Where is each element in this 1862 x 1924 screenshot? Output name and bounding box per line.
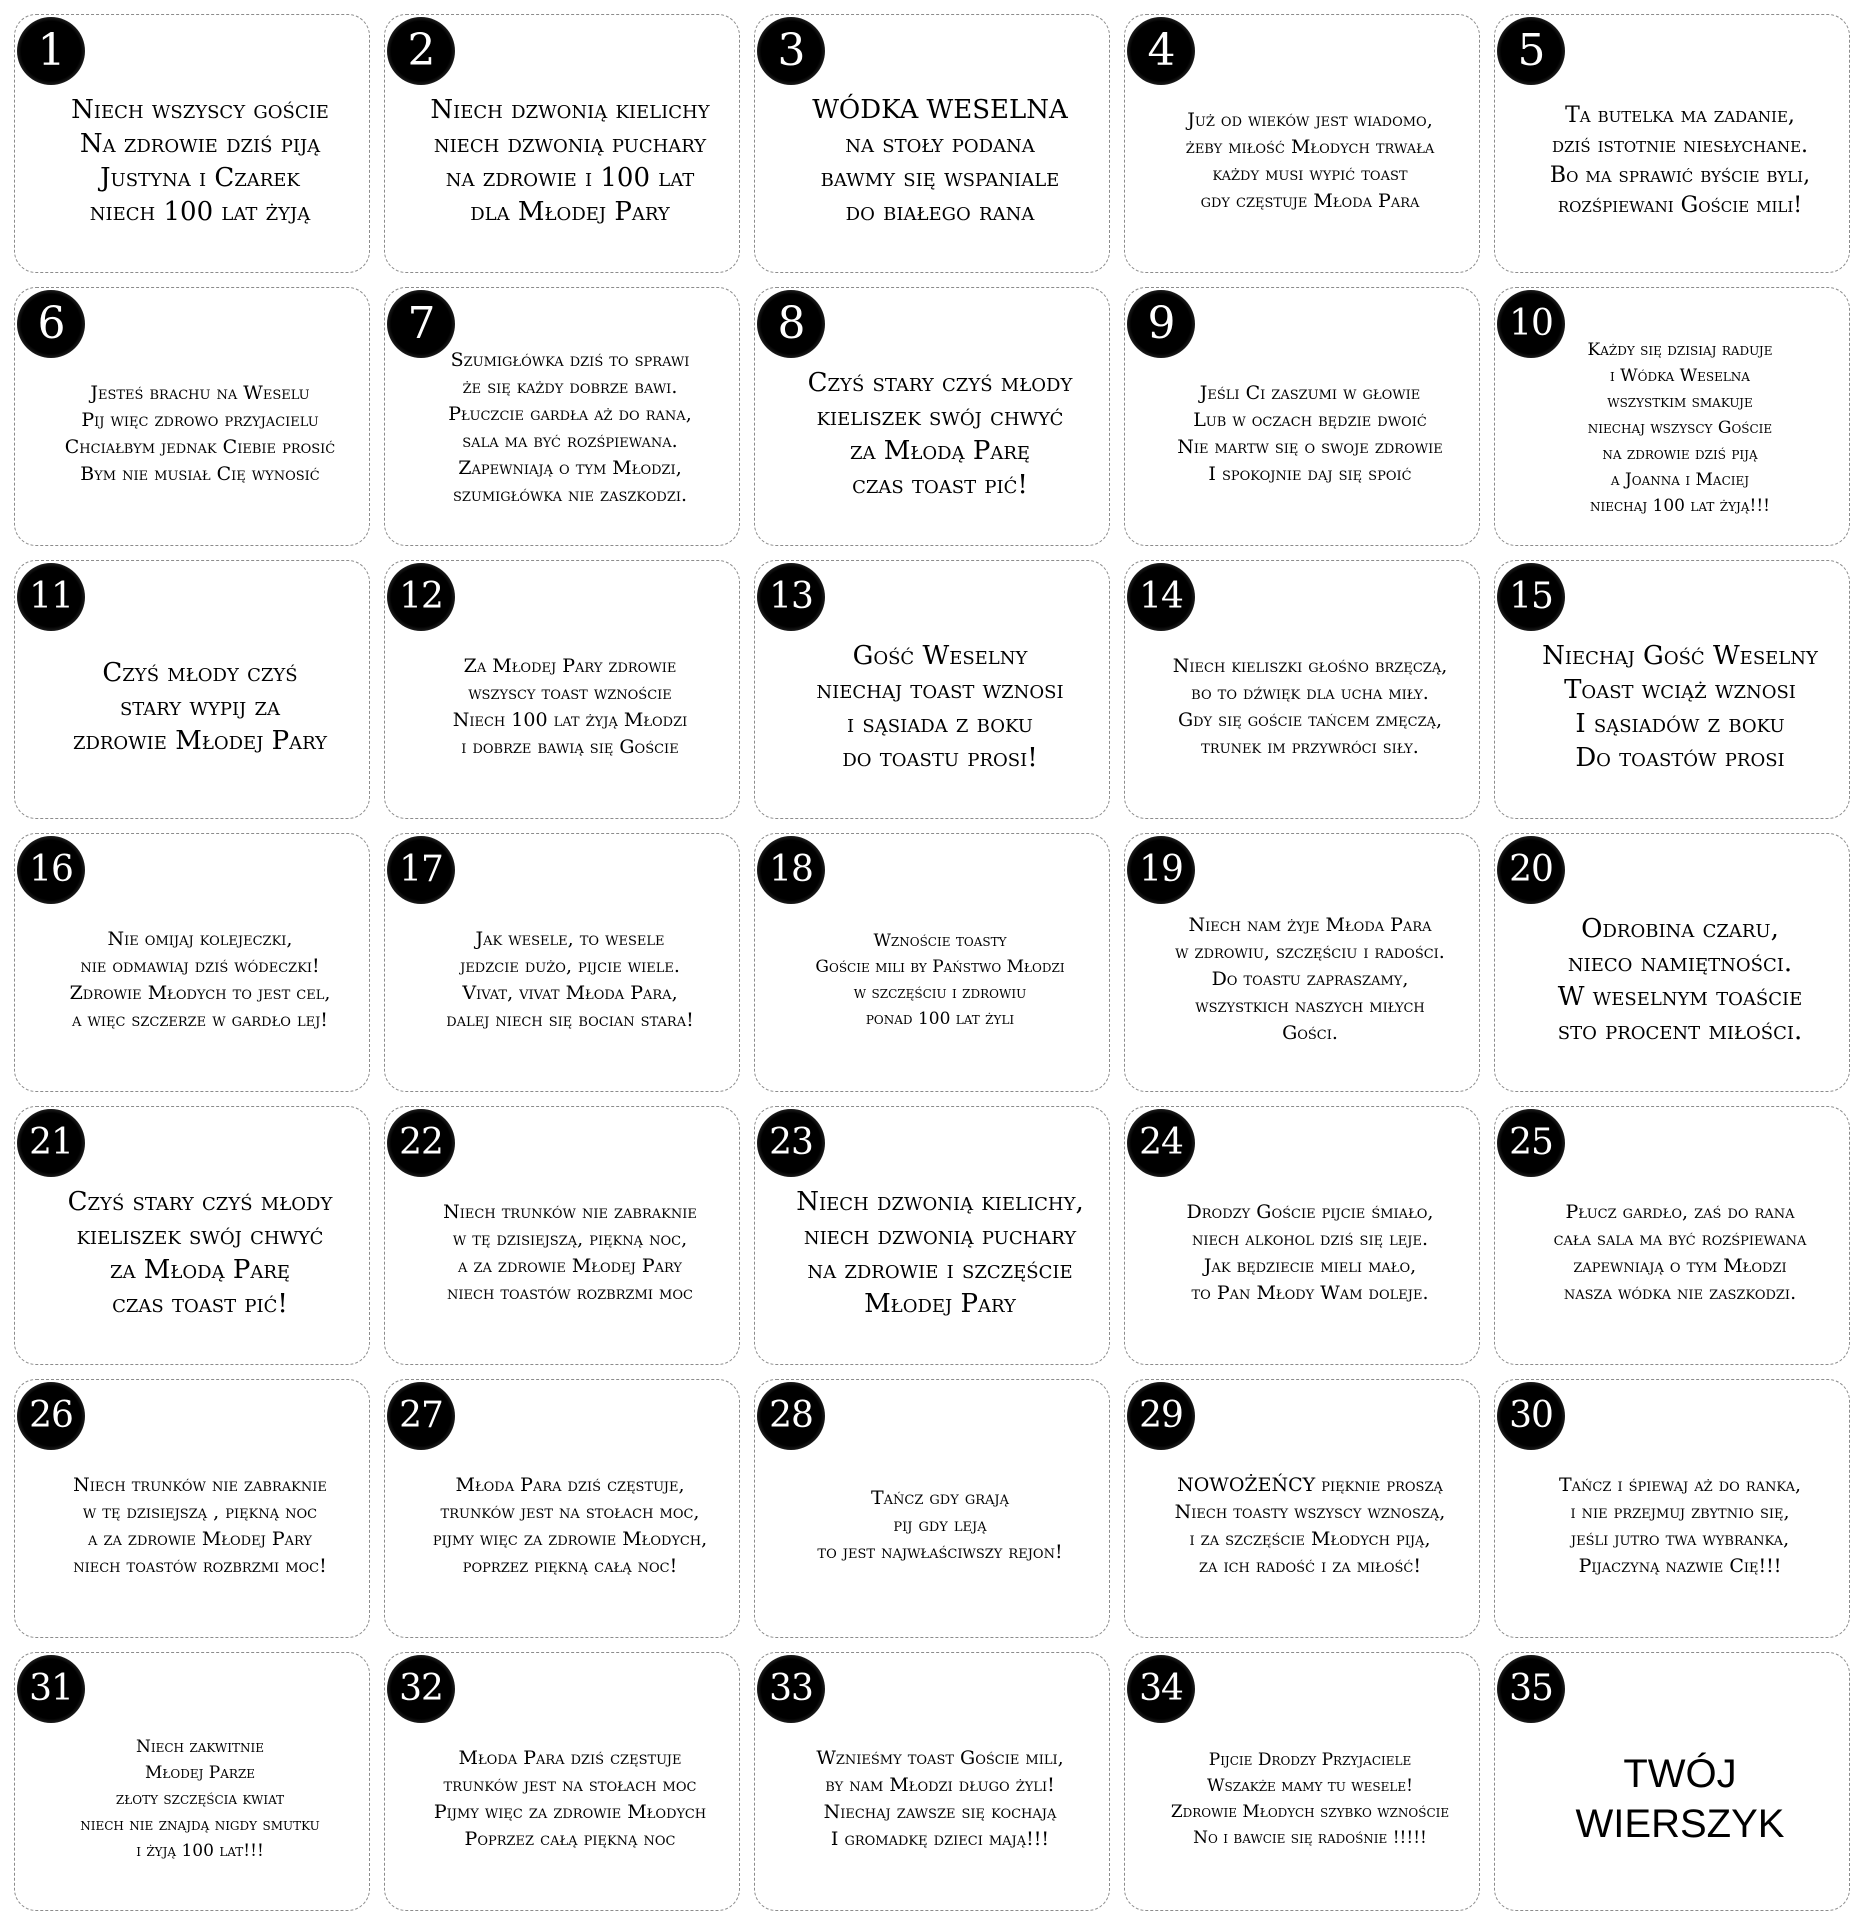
card-verse: [45, 886, 355, 1073]
verse-line: że się każdy dobrze bawi.: [462, 375, 678, 398]
verse-line: Niech wszyscy goście: [71, 94, 329, 125]
card-verse: [785, 1159, 1095, 1346]
verse-line: by nam Młodzi długo żyli!: [825, 1773, 1055, 1796]
card-number-badge: 12: [387, 563, 455, 631]
verse-line: za Młodą Parę: [849, 435, 1031, 466]
card-verse: [1525, 1705, 1835, 1892]
verse-line: niechaj toast wznosi: [816, 674, 1064, 705]
verse-line: dziś istotnie niesłychane.: [1551, 132, 1809, 158]
verse-line: i Wódka Weselna: [1610, 365, 1750, 386]
toast-card: [1124, 1652, 1480, 1911]
card-number-badge: 34: [1127, 1655, 1195, 1723]
toast-label-grid: [14, 14, 1850, 1910]
card-number-badge: 28: [757, 1382, 825, 1450]
toast-card: [384, 560, 740, 819]
verse-line: Czyś stary czyś młody: [807, 367, 1073, 398]
verse-line: zapewniają o tym Młodzi: [1573, 1254, 1787, 1277]
card-number-badge: 18: [757, 836, 825, 904]
verse-line: Toast wciąż wznosi: [1564, 674, 1796, 705]
verse-line: stary wypij za: [119, 691, 281, 722]
verse-line: wszystkim smakuje: [1607, 391, 1753, 412]
card-number-badge: 16: [17, 836, 85, 904]
verse-line: Szumigłówka dziś to sprawi: [450, 348, 690, 371]
card-verse: [1155, 1432, 1465, 1619]
verse-line: Zdrowie Młodych to jest cel,: [69, 981, 331, 1004]
card-number-badge: 20: [1497, 836, 1565, 904]
verse-line: Za Młodej Pary zdrowie: [463, 654, 677, 677]
verse-line: pijmy więc za zdrowie Młodych,: [432, 1527, 708, 1550]
verse-line: to jest najwłaściwszy rejon!: [817, 1541, 1063, 1563]
card-number-badge: 32: [387, 1655, 455, 1723]
toast-card: [14, 14, 370, 273]
verse-line: Chciałbym jednak Ciebie prosić: [64, 435, 336, 458]
verse-line: do toastu prosi!: [842, 742, 1038, 773]
verse-line: każdy musi wypić toast: [1212, 162, 1408, 185]
toast-card: [384, 1106, 740, 1365]
verse-line: WIERSZYK: [1575, 1801, 1785, 1846]
verse-line: czas toast pić!: [852, 469, 1028, 500]
card-verse: [45, 613, 355, 800]
verse-line: W weselnym toaście: [1557, 981, 1803, 1012]
verse-line: wszyscy toast wznoście: [468, 681, 672, 704]
verse-line: Nie omijaj kolejeczki,: [107, 927, 293, 950]
card-verse: [415, 328, 725, 527]
card-number-badge: 15: [1497, 563, 1565, 631]
verse-line: Pijcie Drodzy Przyjaciele: [1208, 1749, 1412, 1770]
verse-line: Płuczcie gardła aż do rana,: [448, 402, 692, 425]
verse-line: zdrowie Młodej Pary: [72, 725, 328, 756]
verse-line: Vivat, vivat Młoda Para,: [462, 981, 678, 1004]
card-number-badge: 17: [387, 836, 455, 904]
card-number-badge: 8: [757, 290, 825, 358]
verse-line: żeby miłość Młodych trwała: [1185, 135, 1435, 158]
card-verse: [1155, 1159, 1465, 1346]
card-number-badge: 33: [757, 1655, 825, 1723]
card-verse: [785, 613, 1095, 800]
toast-card: [14, 287, 370, 546]
card-number-badge: 22: [387, 1109, 455, 1177]
verse-line: niech toastów rozbrzmi moc!: [73, 1554, 327, 1577]
verse-line: No i bawcie się radośnie !!!!!: [1193, 1827, 1427, 1848]
verse-line: niech alkohol dziś się leje.: [1191, 1227, 1428, 1250]
verse-line: i za szczęście Młodych piją,: [1189, 1527, 1431, 1550]
verse-line: Niechaj zawsze się kochają: [823, 1800, 1057, 1823]
verse-line: w tę dzisiejszą, piękną noc,: [452, 1227, 688, 1250]
card-verse: [415, 1705, 725, 1892]
card-verse: [785, 1432, 1095, 1619]
verse-line: Czyś stary czyś młody: [67, 1186, 333, 1217]
verse-line: Jesteś brachu na Weselu: [90, 381, 310, 404]
toast-card: [1124, 560, 1480, 819]
toast-card: [14, 1106, 370, 1365]
verse-line: na zdrowie i szczęście: [807, 1254, 1073, 1285]
verse-line: Do toastu zapraszamy,: [1211, 968, 1409, 990]
card-verse: [1155, 67, 1465, 254]
toast-card: [14, 833, 370, 1092]
verse-line: niech toastów rozbrzmi moc: [447, 1281, 693, 1304]
verse-line: wszystkich naszych miłych: [1195, 995, 1425, 1017]
verse-line: Do toastów prosi: [1575, 742, 1785, 773]
card-verse: [1155, 613, 1465, 800]
card-verse: [415, 886, 725, 1073]
verse-line: Gość Weselny: [852, 640, 1028, 671]
toast-card: [754, 1379, 1110, 1638]
verse-line: Niechaj Gość Weselny: [1542, 640, 1818, 671]
verse-line: Goście mili by Państwo Młodzi: [815, 956, 1065, 977]
card-verse: [1525, 886, 1835, 1073]
verse-line: szumigłówka nie zaszkodzi.: [452, 483, 688, 506]
verse-line: Odrobina czaru,: [1581, 913, 1779, 944]
verse-line: jeśli jutro twa wybranka,: [1570, 1527, 1790, 1550]
verse-line: Wznoście toasty: [873, 930, 1007, 951]
verse-line: TWÓJ: [1623, 1751, 1737, 1796]
verse-line: Bym nie musiał Cię wynosić: [80, 462, 320, 485]
verse-line: Każdy się dzisiaj raduje: [1587, 339, 1773, 360]
card-verse: [45, 1432, 355, 1619]
card-verse: [785, 886, 1095, 1073]
verse-line: Niech toasty wszyscy wznoszą,: [1174, 1500, 1446, 1523]
card-verse: [1525, 328, 1835, 527]
verse-line: Niech nam żyje Młoda Para: [1188, 914, 1432, 936]
card-number-badge: 3: [757, 17, 825, 85]
verse-line: Lub w oczach będzie dwoić: [1193, 408, 1427, 431]
verse-line: Niech kieliszki głośno brzęczą,: [1172, 654, 1448, 677]
verse-line: ponad 100 lat żyli: [865, 1008, 1015, 1029]
verse-line: NOWOŻEŃCY pięknie proszą: [1177, 1473, 1443, 1496]
card-number-badge: 35: [1497, 1655, 1565, 1723]
toast-card: [1124, 14, 1480, 273]
card-number-badge: 19: [1127, 836, 1195, 904]
verse-line: sto procent miłości.: [1557, 1015, 1803, 1046]
card-verse: [45, 340, 355, 527]
toast-card: [1124, 833, 1480, 1092]
verse-line: Niech zakwitnie: [135, 1736, 265, 1757]
card-number-badge: 13: [757, 563, 825, 631]
card-number-badge: 7: [387, 290, 455, 358]
verse-line: niechaj wszyscy Goście: [1587, 417, 1773, 438]
toast-card: [1494, 1379, 1850, 1638]
verse-line: na stoły podana: [845, 128, 1035, 159]
verse-line: Czyś młody czyś: [102, 657, 298, 688]
verse-line: za Młodą Parę: [109, 1254, 291, 1285]
toast-card: [384, 833, 740, 1092]
verse-line: Nie martw się o swoje zdrowie: [1177, 435, 1443, 458]
card-number-badge: 10: [1497, 290, 1565, 358]
card-number-badge: 27: [387, 1382, 455, 1450]
verse-line: sala ma być rozśpiewana.: [462, 429, 678, 452]
verse-line: kieliszek swój chwyć: [816, 401, 1064, 432]
verse-line: Pijaczyną nazwie Cię!!!: [1578, 1554, 1782, 1577]
card-number-badge: 30: [1497, 1382, 1565, 1450]
verse-line: a Joanna i Maciej: [1610, 469, 1750, 490]
verse-line: złoty szczęścia kwiat: [115, 1788, 285, 1809]
verse-line: na zdrowie dziś piją: [1602, 443, 1758, 464]
verse-line: trunków jest na stołach moc,: [440, 1500, 700, 1523]
card-verse: [415, 1432, 725, 1619]
toast-card: [384, 1379, 740, 1638]
verse-line: Pijmy więc za zdrowie Młodych: [433, 1800, 707, 1823]
verse-line: a więc szczerze w gardło lej!: [72, 1008, 328, 1031]
card-number-badge: 26: [17, 1382, 85, 1450]
card-number-badge: 23: [757, 1109, 825, 1177]
verse-line: trunków jest na stołach moc: [443, 1773, 697, 1796]
card-verse: [45, 67, 355, 254]
verse-line: cała sala ma być rozśpiewana: [1553, 1227, 1807, 1250]
toast-card: [1494, 1652, 1850, 1911]
toast-card: [1494, 833, 1850, 1092]
verse-line: Niech dzwonią kielichy,: [796, 1186, 1084, 1217]
card-verse: [415, 613, 725, 800]
card-verse: [785, 1705, 1095, 1892]
card-number-badge: 14: [1127, 563, 1195, 631]
card-verse: [45, 1159, 355, 1346]
card-number-badge: 2: [387, 17, 455, 85]
toast-card: [754, 1106, 1110, 1365]
verse-line: Jak wesele, to wesele: [475, 927, 665, 950]
verse-line: a za zdrowie Młodej Pary: [88, 1527, 312, 1550]
verse-line: w szczęściu i zdrowiu: [853, 982, 1027, 1003]
verse-line: Poprzez całą piękną noc: [464, 1827, 676, 1850]
verse-line: Płucz gardło, zaś do rana: [1565, 1200, 1795, 1223]
toast-card: [384, 14, 740, 273]
verse-line: nie odmawiaj dziś wódeczki!: [80, 954, 320, 977]
verse-line: Justyna i Czarek: [100, 162, 300, 193]
card-number-badge: 11: [17, 563, 85, 631]
verse-line: WÓDKA WESELNA: [812, 94, 1068, 125]
verse-line: Zdrowie Młodych szybko wznoście: [1170, 1801, 1450, 1822]
verse-line: Bo ma sprawić byście byli,: [1549, 162, 1811, 188]
verse-line: I spokojnie daj się spoić: [1208, 462, 1412, 485]
verse-line: Wszakże mamy tu wesele!: [1207, 1775, 1413, 1796]
verse-line: dla Młodej Pary: [470, 196, 670, 227]
toast-card: [14, 560, 370, 819]
verse-line: Zapewniają o tym Młodzi,: [458, 456, 682, 479]
toast-card: [384, 1652, 740, 1911]
verse-line: czas toast pić!: [112, 1288, 288, 1319]
verse-line: bo to dźwięk dla ucha miły.: [1191, 681, 1429, 704]
verse-line: I sąsiadów z boku: [1575, 708, 1785, 739]
card-number-badge: 6: [17, 290, 85, 358]
verse-line: Niech trunków nie zabraknie: [443, 1200, 697, 1223]
toast-card: [1494, 1106, 1850, 1365]
card-verse: [785, 67, 1095, 254]
card-number-badge: 1: [17, 17, 85, 85]
card-verse: [1525, 1159, 1835, 1346]
toast-card: [1124, 1379, 1480, 1638]
verse-line: Niech dzwonią kielichy: [430, 94, 710, 125]
verse-line: w zdrowiu, szczęściu i radości.: [1175, 941, 1445, 963]
verse-line: Wznieśmy toast Goście mili,: [816, 1746, 1064, 1769]
toast-card: [14, 1652, 370, 1911]
verse-line: poprzez piękną całą noc!: [462, 1554, 678, 1577]
verse-line: Jeśli Ci zaszumi w głowie: [1199, 381, 1421, 404]
verse-line: trunek im przywróci siły.: [1201, 735, 1419, 758]
toast-card: [1494, 14, 1850, 273]
verse-line: Jak będziecie mieli mało,: [1203, 1254, 1417, 1277]
card-number-badge: 4: [1127, 17, 1195, 85]
verse-line: niech dzwonią puchary: [803, 1220, 1077, 1251]
verse-line: Niech trunków nie zabraknie: [73, 1473, 327, 1496]
card-verse: [1155, 886, 1465, 1073]
verse-line: Młodej Parze: [144, 1762, 256, 1783]
verse-line: gdy częstuje Młoda Para: [1200, 189, 1420, 212]
verse-line: i dobrze bawią się Goście: [461, 735, 679, 758]
card-number-badge: 9: [1127, 290, 1195, 358]
card-number-badge: 25: [1497, 1109, 1565, 1177]
verse-line: Młoda Para dziś częstuje: [458, 1746, 682, 1769]
verse-line: Drodzy Goście pijcie śmiało,: [1186, 1200, 1434, 1223]
toast-card: [14, 1379, 370, 1638]
card-verse: [1525, 1432, 1835, 1619]
verse-line: Młoda Para dziś częstuje,: [455, 1473, 685, 1496]
verse-line: niech nie znajdą nigdy smutku: [80, 1814, 320, 1835]
card-verse: [1155, 340, 1465, 527]
verse-line: i nie przejmuj zbytnio się,: [1570, 1500, 1790, 1523]
card-number-badge: 31: [17, 1655, 85, 1723]
toast-card: [1124, 287, 1480, 546]
toast-card: [754, 287, 1110, 546]
card-verse: [785, 340, 1095, 527]
verse-line: Niech 100 lat żyją Młodzi: [452, 708, 688, 731]
verse-line: pij gdy leją: [893, 1514, 987, 1536]
verse-line: Młodej Pary: [864, 1288, 1016, 1319]
verse-line: i sąsiada z boku: [847, 708, 1033, 739]
card-verse: [1525, 613, 1835, 800]
toast-card: [754, 1652, 1110, 1911]
verse-line: za ich radość i za miłość!: [1199, 1554, 1421, 1577]
verse-line: kieliszek swój chwyć: [76, 1220, 324, 1251]
card-verse: [1155, 1705, 1465, 1892]
card-number-badge: 21: [17, 1109, 85, 1177]
verse-line: jedzcie dużo, pijcie wiele.: [460, 954, 680, 977]
verse-line: dalej niech się bocian stara!: [446, 1008, 694, 1031]
card-verse: [1525, 67, 1835, 254]
verse-line: niech 100 lat żyją: [89, 196, 311, 227]
verse-line: niech dzwonią puchary: [433, 128, 707, 159]
card-verse: [45, 1705, 355, 1892]
verse-line: rozśpiewani Goście mili!: [1557, 192, 1803, 218]
verse-line: Gdy się goście tańcem zmęczą,: [1177, 708, 1443, 731]
toast-card: [1124, 1106, 1480, 1365]
verse-line: Tańcz gdy grają: [870, 1487, 1010, 1509]
verse-line: na zdrowie i 100 lat: [445, 162, 695, 193]
verse-line: do białego rana: [845, 196, 1035, 227]
card-number-badge: 5: [1497, 17, 1565, 85]
verse-line: niechaj 100 lat żyją!!!: [1590, 495, 1770, 516]
verse-line: nieco namiętności.: [1567, 947, 1793, 978]
verse-line: a za zdrowie Młodej Pary: [458, 1254, 682, 1277]
toast-card: [1494, 560, 1850, 819]
verse-line: to Pan Młody Wam doleje.: [1191, 1281, 1429, 1304]
toast-card: [384, 287, 740, 546]
verse-line: Już od wieków jest wiadomo,: [1187, 108, 1433, 131]
card-number-badge: 24: [1127, 1109, 1195, 1177]
toast-card: [754, 560, 1110, 819]
toast-card: [754, 14, 1110, 273]
card-verse: [415, 67, 725, 254]
card-number-badge: 29: [1127, 1382, 1195, 1450]
verse-line: Ta butelka ma zadanie,: [1565, 102, 1795, 128]
verse-line: bawmy się wspaniale: [820, 162, 1060, 193]
toast-card: [754, 833, 1110, 1092]
verse-line: Tańcz i śpiewaj aż do ranka,: [1558, 1473, 1801, 1496]
verse-line: Na zdrowie dziś piją: [79, 128, 321, 159]
toast-card: [1494, 287, 1850, 546]
verse-line: I gromadkę dzieci mają!!!: [830, 1827, 1050, 1850]
verse-line: i żyją 100 lat!!!: [136, 1840, 264, 1861]
verse-line: Gości.: [1282, 1022, 1338, 1044]
verse-line: nasza wódka nie zaszkodzi.: [1563, 1281, 1797, 1304]
verse-line: Pij więc zdrowo przyjacielu: [81, 408, 319, 431]
card-verse: [415, 1159, 725, 1346]
verse-line: w tę dzisiejszą , piękną noc: [82, 1500, 318, 1523]
